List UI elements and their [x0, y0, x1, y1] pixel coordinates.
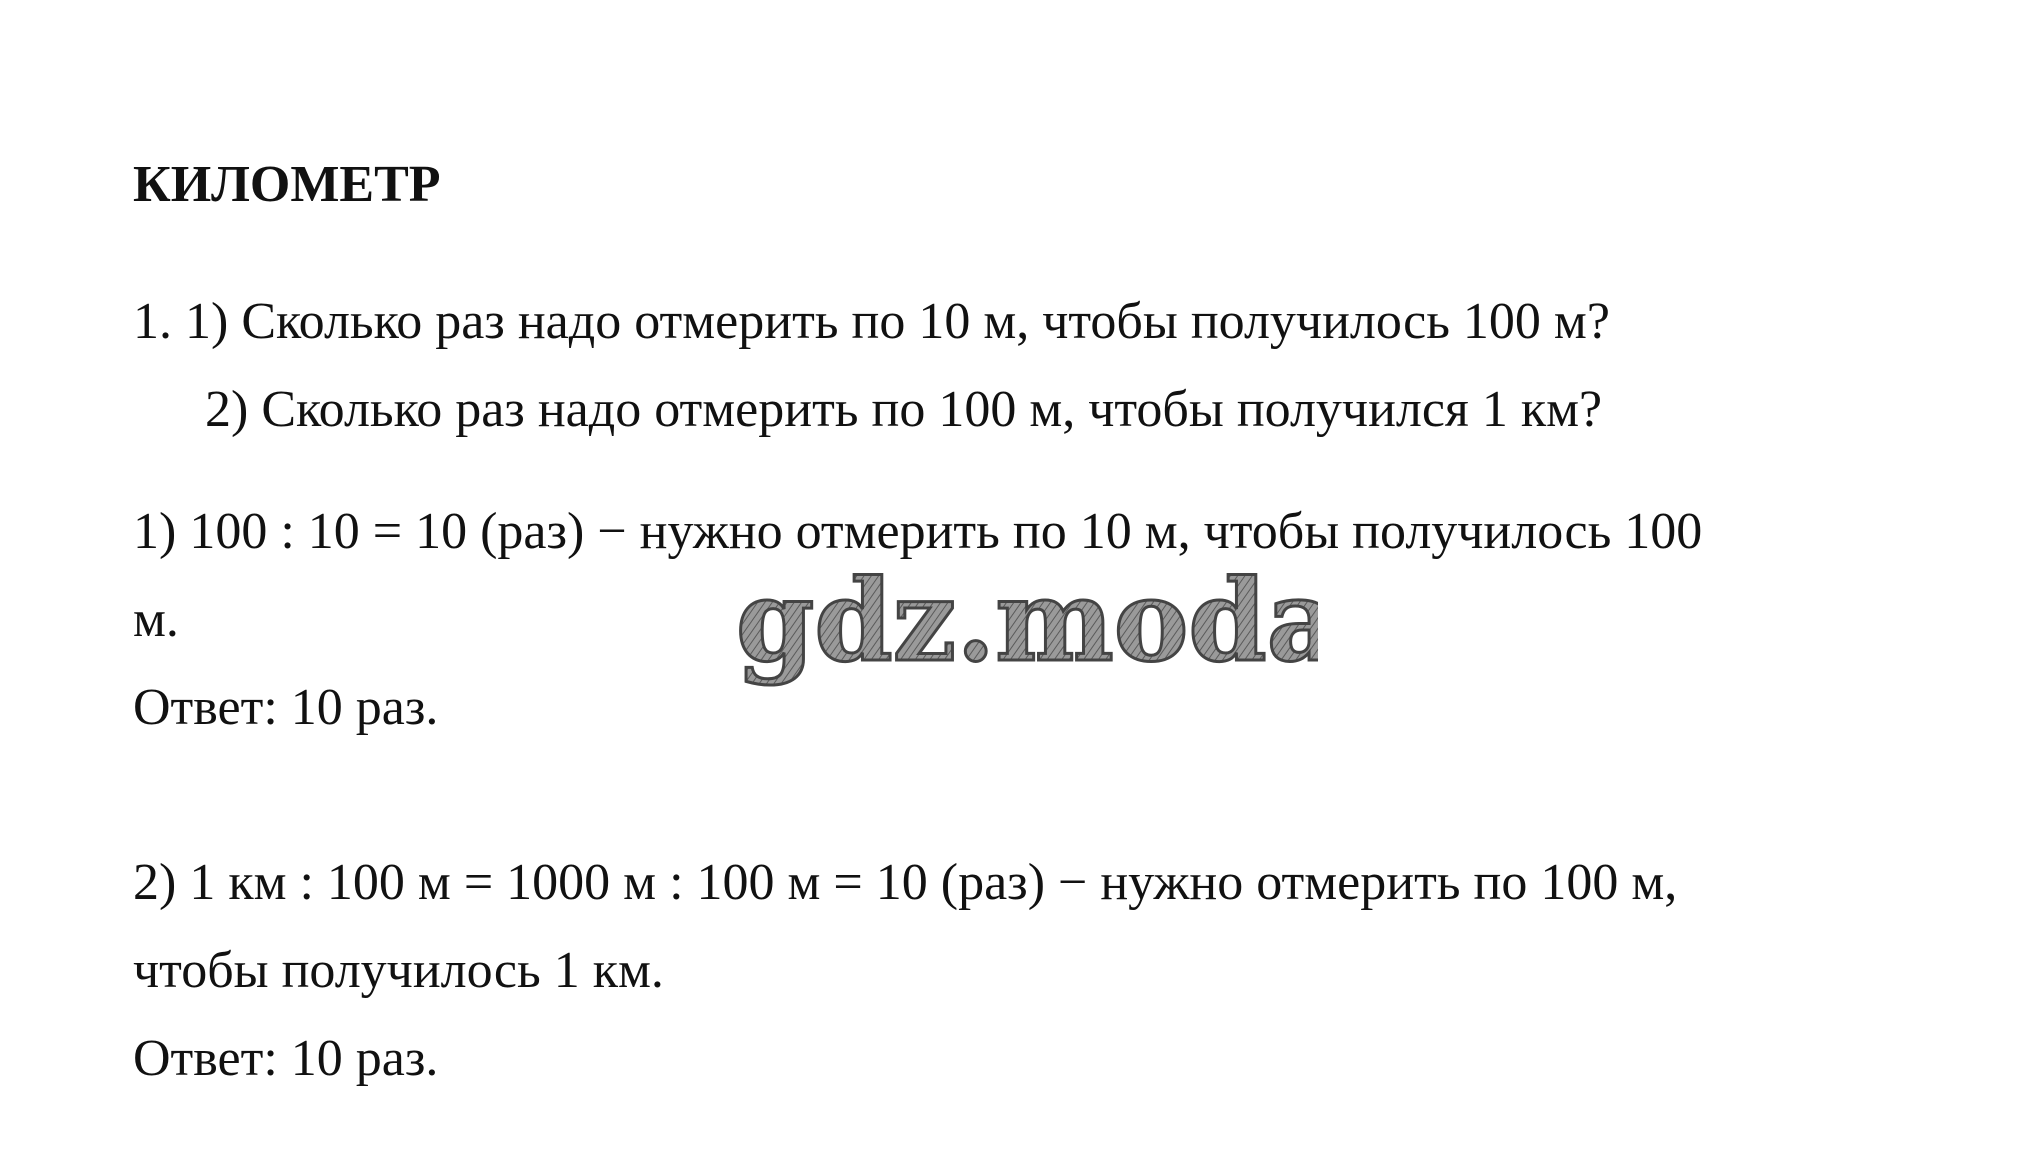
- watermark-logo: [728, 560, 1318, 700]
- page-title: КИЛОМЕТР: [133, 156, 441, 213]
- solution-1-line-2: м.: [133, 591, 179, 648]
- watermark-text: gdz.moda: [736, 560, 1318, 687]
- task-question-1: 1. 1) Сколько раз надо отмерить по 10 м, чтобы получилось 100 м?: [133, 293, 1610, 350]
- solution-2-line-1: 2) 1 км : 100 м = 1000 м : 100 м = 10 (раз) − нужно отмерить по 100 м,: [133, 854, 1678, 911]
- solution-1-line-1: 1) 100 : 10 = 10 (раз) − нужно отмерить по 10 м, чтобы получилось 100: [133, 503, 1703, 560]
- task-question-2: 2) Сколько раз надо отмерить по 100 м, чтобы получился 1 км?: [205, 381, 1603, 438]
- solution-1-answer: Ответ: 10 раз.: [133, 679, 439, 736]
- solution-2-line-2: чтобы получилось 1 км.: [133, 942, 664, 999]
- solution-2-answer: Ответ: 10 раз.: [133, 1030, 439, 1087]
